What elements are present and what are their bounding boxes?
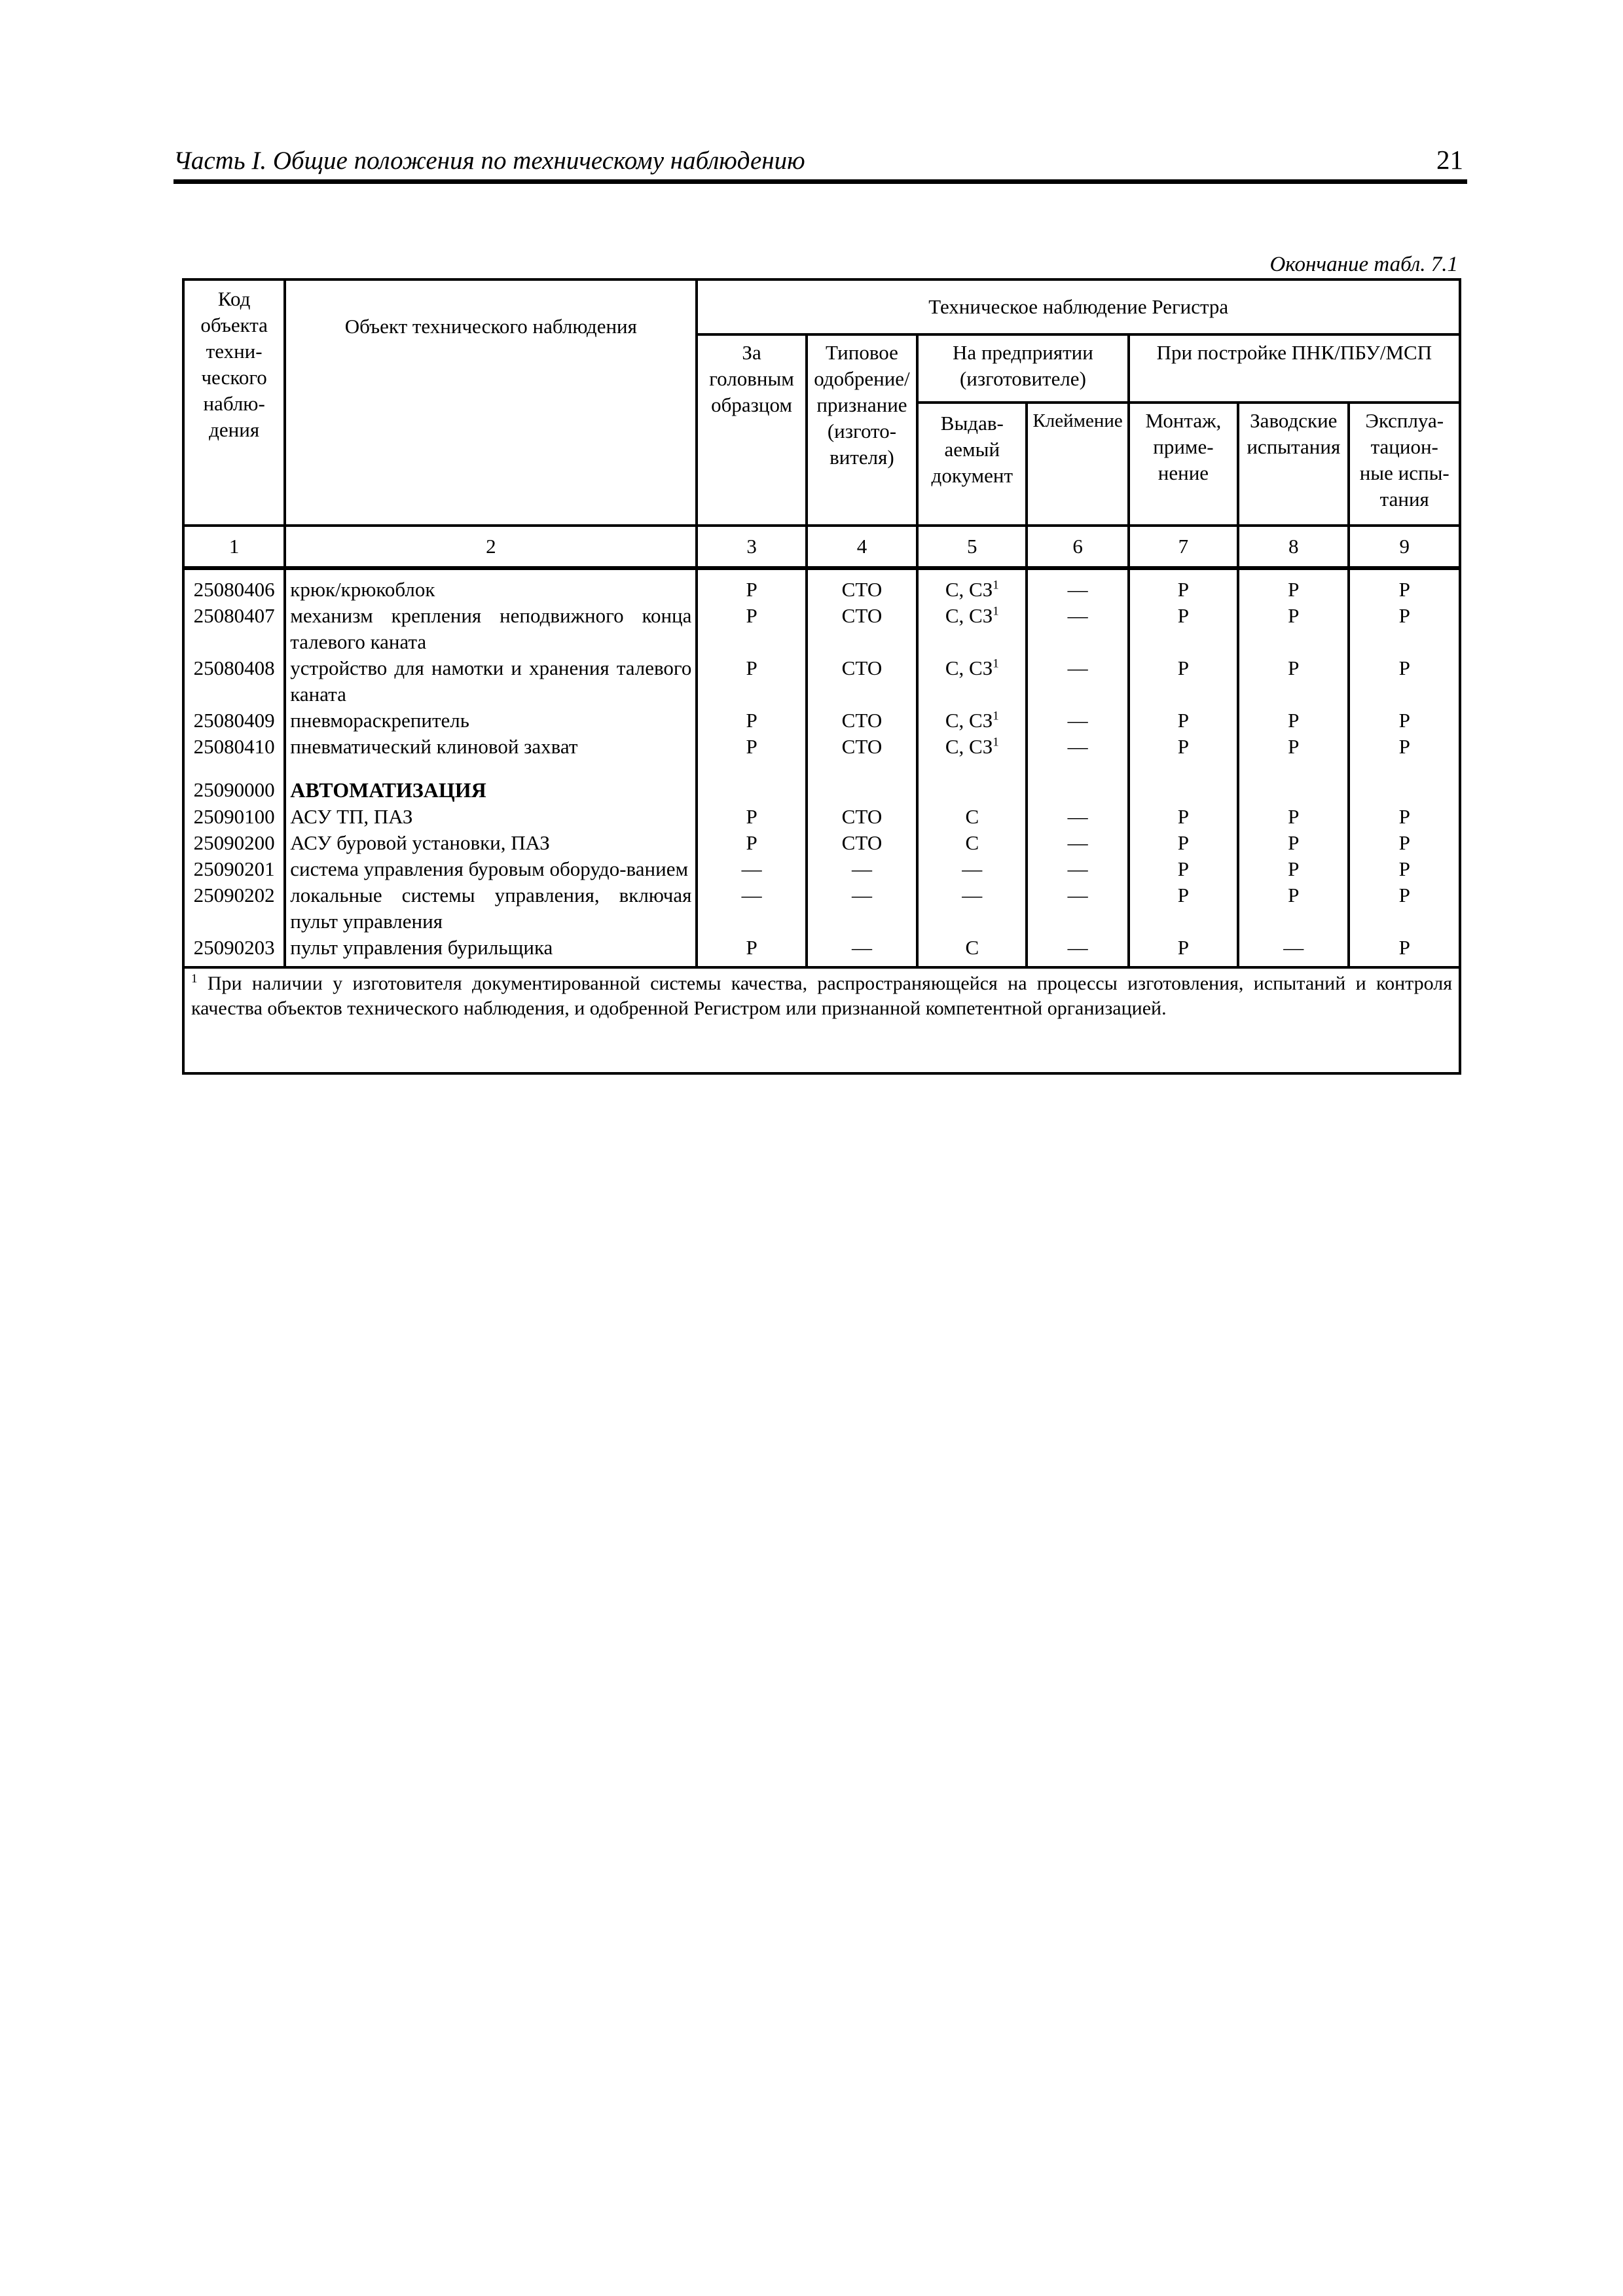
footnote-ref: 1 xyxy=(993,735,999,749)
column-number: 9 xyxy=(1349,526,1460,568)
cell-col4: СТО xyxy=(807,603,917,655)
object-name: локальные системы управления, включая пульт управления xyxy=(285,882,697,935)
cell-col3: Р xyxy=(697,830,806,856)
cell-col5 xyxy=(917,655,1027,708)
footnote-text: При наличии у изготовителя документированной системы качества, распространяющейся на процессы изготовления, испытаний и контроля качества объектов технического наблюдения, и одобренной Регистром или признанной компетентной организацией. xyxy=(191,973,1452,1019)
cell-col8: Р xyxy=(1238,856,1349,882)
cell-col9: Р xyxy=(1349,804,1460,830)
cell-col9: Р xyxy=(1349,734,1460,760)
cell-col8: Р xyxy=(1238,804,1349,830)
column-number: 6 xyxy=(1027,526,1128,568)
cell-col9: Р xyxy=(1349,856,1460,882)
table-row xyxy=(183,804,1460,830)
cell-col3: — xyxy=(697,856,806,882)
cell-col6: — xyxy=(1027,882,1128,935)
cell-col3: Р xyxy=(697,708,806,734)
footnote xyxy=(183,967,1460,1073)
cell-col5: С xyxy=(917,804,1027,830)
column-number: 1 xyxy=(183,526,285,568)
cell-col7: Р xyxy=(1129,603,1238,655)
table-row xyxy=(183,935,1460,967)
cell-col3: Р xyxy=(697,568,806,603)
cell-col8: Р xyxy=(1238,655,1349,708)
object-code: 25090000 xyxy=(183,777,285,804)
document-value: С, СЗ xyxy=(945,709,993,732)
cell-col6: — xyxy=(1027,734,1128,760)
running-head xyxy=(173,143,1467,184)
cell-col5: — xyxy=(917,856,1027,882)
cell-col3: — xyxy=(697,882,806,935)
page-number: 21 xyxy=(1436,145,1463,175)
document-value: С, СЗ xyxy=(945,656,993,679)
table-row xyxy=(183,830,1460,856)
footnote-ref: 1 xyxy=(993,604,999,619)
cell-col3: Р xyxy=(697,935,806,967)
footnote-mark: 1 xyxy=(191,972,198,986)
column-number: 8 xyxy=(1238,526,1349,568)
header-construction: При постройке ПНК/ПБУ/МСП xyxy=(1129,334,1460,403)
object-name: пневмораскрепитель xyxy=(285,708,697,734)
cell-col7: Р xyxy=(1129,882,1238,935)
cell-col3: Р xyxy=(697,603,806,655)
cell-col7: Р xyxy=(1129,935,1238,967)
cell-col9: Р xyxy=(1349,935,1460,967)
object-code: 25080406 xyxy=(183,568,285,603)
header-col3: За головным образцом xyxy=(697,334,806,526)
column-number: 7 xyxy=(1129,526,1238,568)
cell-col3: Р xyxy=(697,734,806,760)
object-name: система управления буровым оборудо-ванием xyxy=(285,856,697,882)
object-code: 25090200 xyxy=(183,830,285,856)
cell-col8: Р xyxy=(1238,882,1349,935)
footnote-row xyxy=(183,967,1460,1073)
cell-col4: — xyxy=(807,882,917,935)
cell-col6: — xyxy=(1027,568,1128,603)
cell-col4: — xyxy=(807,856,917,882)
observation-table xyxy=(182,278,1461,1075)
footnote-ref: 1 xyxy=(993,578,999,592)
cell-col5: — xyxy=(917,882,1027,935)
cell-col4: — xyxy=(807,935,917,967)
column-numbers-row xyxy=(183,526,1460,568)
cell-col6: — xyxy=(1027,830,1128,856)
cell-col7: Р xyxy=(1129,804,1238,830)
table-row xyxy=(183,568,1460,603)
object-name: пульт управления бурильщика xyxy=(285,935,697,967)
column-number: 3 xyxy=(697,526,806,568)
cell-col9: Р xyxy=(1349,708,1460,734)
table-row xyxy=(183,734,1460,760)
cell-col8: Р xyxy=(1238,603,1349,655)
object-name: механизм крепления неподвижного конца талевого каната xyxy=(285,603,697,655)
document-value: С, СЗ xyxy=(945,604,993,627)
table-row xyxy=(183,856,1460,882)
object-code: 25090100 xyxy=(183,804,285,830)
cell-col4: СТО xyxy=(807,734,917,760)
cell-col8: Р xyxy=(1238,568,1349,603)
header-col6: Клеймение xyxy=(1027,403,1128,526)
cell-col5 xyxy=(917,734,1027,760)
header-col8: Заводские испытания xyxy=(1238,403,1349,526)
cell-col6: — xyxy=(1027,708,1128,734)
cell-col8: Р xyxy=(1238,708,1349,734)
cell-col4: СТО xyxy=(807,830,917,856)
object-name: АСУ буровой установки, ПАЗ xyxy=(285,830,697,856)
section-title xyxy=(285,777,697,804)
table-row xyxy=(183,655,1460,708)
cell-col4: СТО xyxy=(807,655,917,708)
object-code: 25080410 xyxy=(183,734,285,760)
table-row xyxy=(183,603,1460,655)
cell-col5: С xyxy=(917,830,1027,856)
object-code: 25080407 xyxy=(183,603,285,655)
cell-col6: — xyxy=(1027,856,1128,882)
header-enterprise: На предприятии (изготовителе) xyxy=(917,334,1129,403)
cell-col5 xyxy=(917,603,1027,655)
object-name: устройство для намотки и хранения талевого каната xyxy=(285,655,697,708)
cell-col8: Р xyxy=(1238,734,1349,760)
cell-col4: СТО xyxy=(807,804,917,830)
cell-col3: Р xyxy=(697,804,806,830)
cell-col3: Р xyxy=(697,655,806,708)
document-value: С, СЗ xyxy=(945,578,993,601)
cell-col7: Р xyxy=(1129,708,1238,734)
object-code: 25090203 xyxy=(183,935,285,967)
cell-col9: Р xyxy=(1349,568,1460,603)
cell-col9: Р xyxy=(1349,882,1460,935)
document-value: С, СЗ xyxy=(945,735,993,758)
table-row xyxy=(183,882,1460,935)
cell-col4: СТО xyxy=(807,568,917,603)
footnote-ref: 1 xyxy=(993,656,999,671)
cell-col7: Р xyxy=(1129,734,1238,760)
object-name: АСУ ТП, ПАЗ xyxy=(285,804,697,830)
header-col4: Типовое одобрение/ признание (изгото-вителя) xyxy=(807,334,917,526)
cell-col4: СТО xyxy=(807,708,917,734)
cell-col6: — xyxy=(1027,935,1128,967)
cell-col5 xyxy=(917,708,1027,734)
cell-col7: Р xyxy=(1129,856,1238,882)
header-registry-supervision: Техническое наблюдение Регистра xyxy=(697,279,1460,334)
cell-col8: Р xyxy=(1238,830,1349,856)
object-code: 25090202 xyxy=(183,882,285,935)
running-head-title: Часть I. Общие положения по техническому наблюдению xyxy=(173,147,805,175)
column-number: 5 xyxy=(917,526,1027,568)
header-col5: Выдав-аемый документ xyxy=(917,403,1027,526)
cell-col6: — xyxy=(1027,655,1128,708)
section-title-text: АВТОМАТИЗАЦИЯ xyxy=(290,778,486,802)
section-row xyxy=(183,777,1460,804)
cell-col9: Р xyxy=(1349,603,1460,655)
header-object: Объект технического наблюдения xyxy=(285,279,697,526)
cell-col7: Р xyxy=(1129,830,1238,856)
table-row xyxy=(183,708,1460,734)
column-number: 2 xyxy=(285,526,697,568)
column-number: 4 xyxy=(807,526,917,568)
table-caption: Окончание табл. 7.1 xyxy=(1269,253,1458,276)
cell-col6: — xyxy=(1027,804,1128,830)
object-code: 25090201 xyxy=(183,856,285,882)
cell-col8: — xyxy=(1238,935,1349,967)
cell-col7: Р xyxy=(1129,568,1238,603)
spacer-row xyxy=(183,760,1460,777)
header-code: Код объекта техни-ческого наблю-дения xyxy=(183,279,285,526)
object-code: 25080409 xyxy=(183,708,285,734)
footnote-ref: 1 xyxy=(993,709,999,723)
object-name: крюк/крюкоблок xyxy=(285,568,697,603)
cell-col9: Р xyxy=(1349,655,1460,708)
cell-col7: Р xyxy=(1129,655,1238,708)
object-code: 25080408 xyxy=(183,655,285,708)
object-name: пневматический клиновой захват xyxy=(285,734,697,760)
cell-col5: С xyxy=(917,935,1027,967)
cell-col6: — xyxy=(1027,603,1128,655)
header-col9: Эксплуа-тацион-ные испы-тания xyxy=(1349,403,1460,526)
cell-col5 xyxy=(917,568,1027,603)
header-col7: Монтаж, приме-нение xyxy=(1129,403,1238,526)
cell-col9: Р xyxy=(1349,830,1460,856)
